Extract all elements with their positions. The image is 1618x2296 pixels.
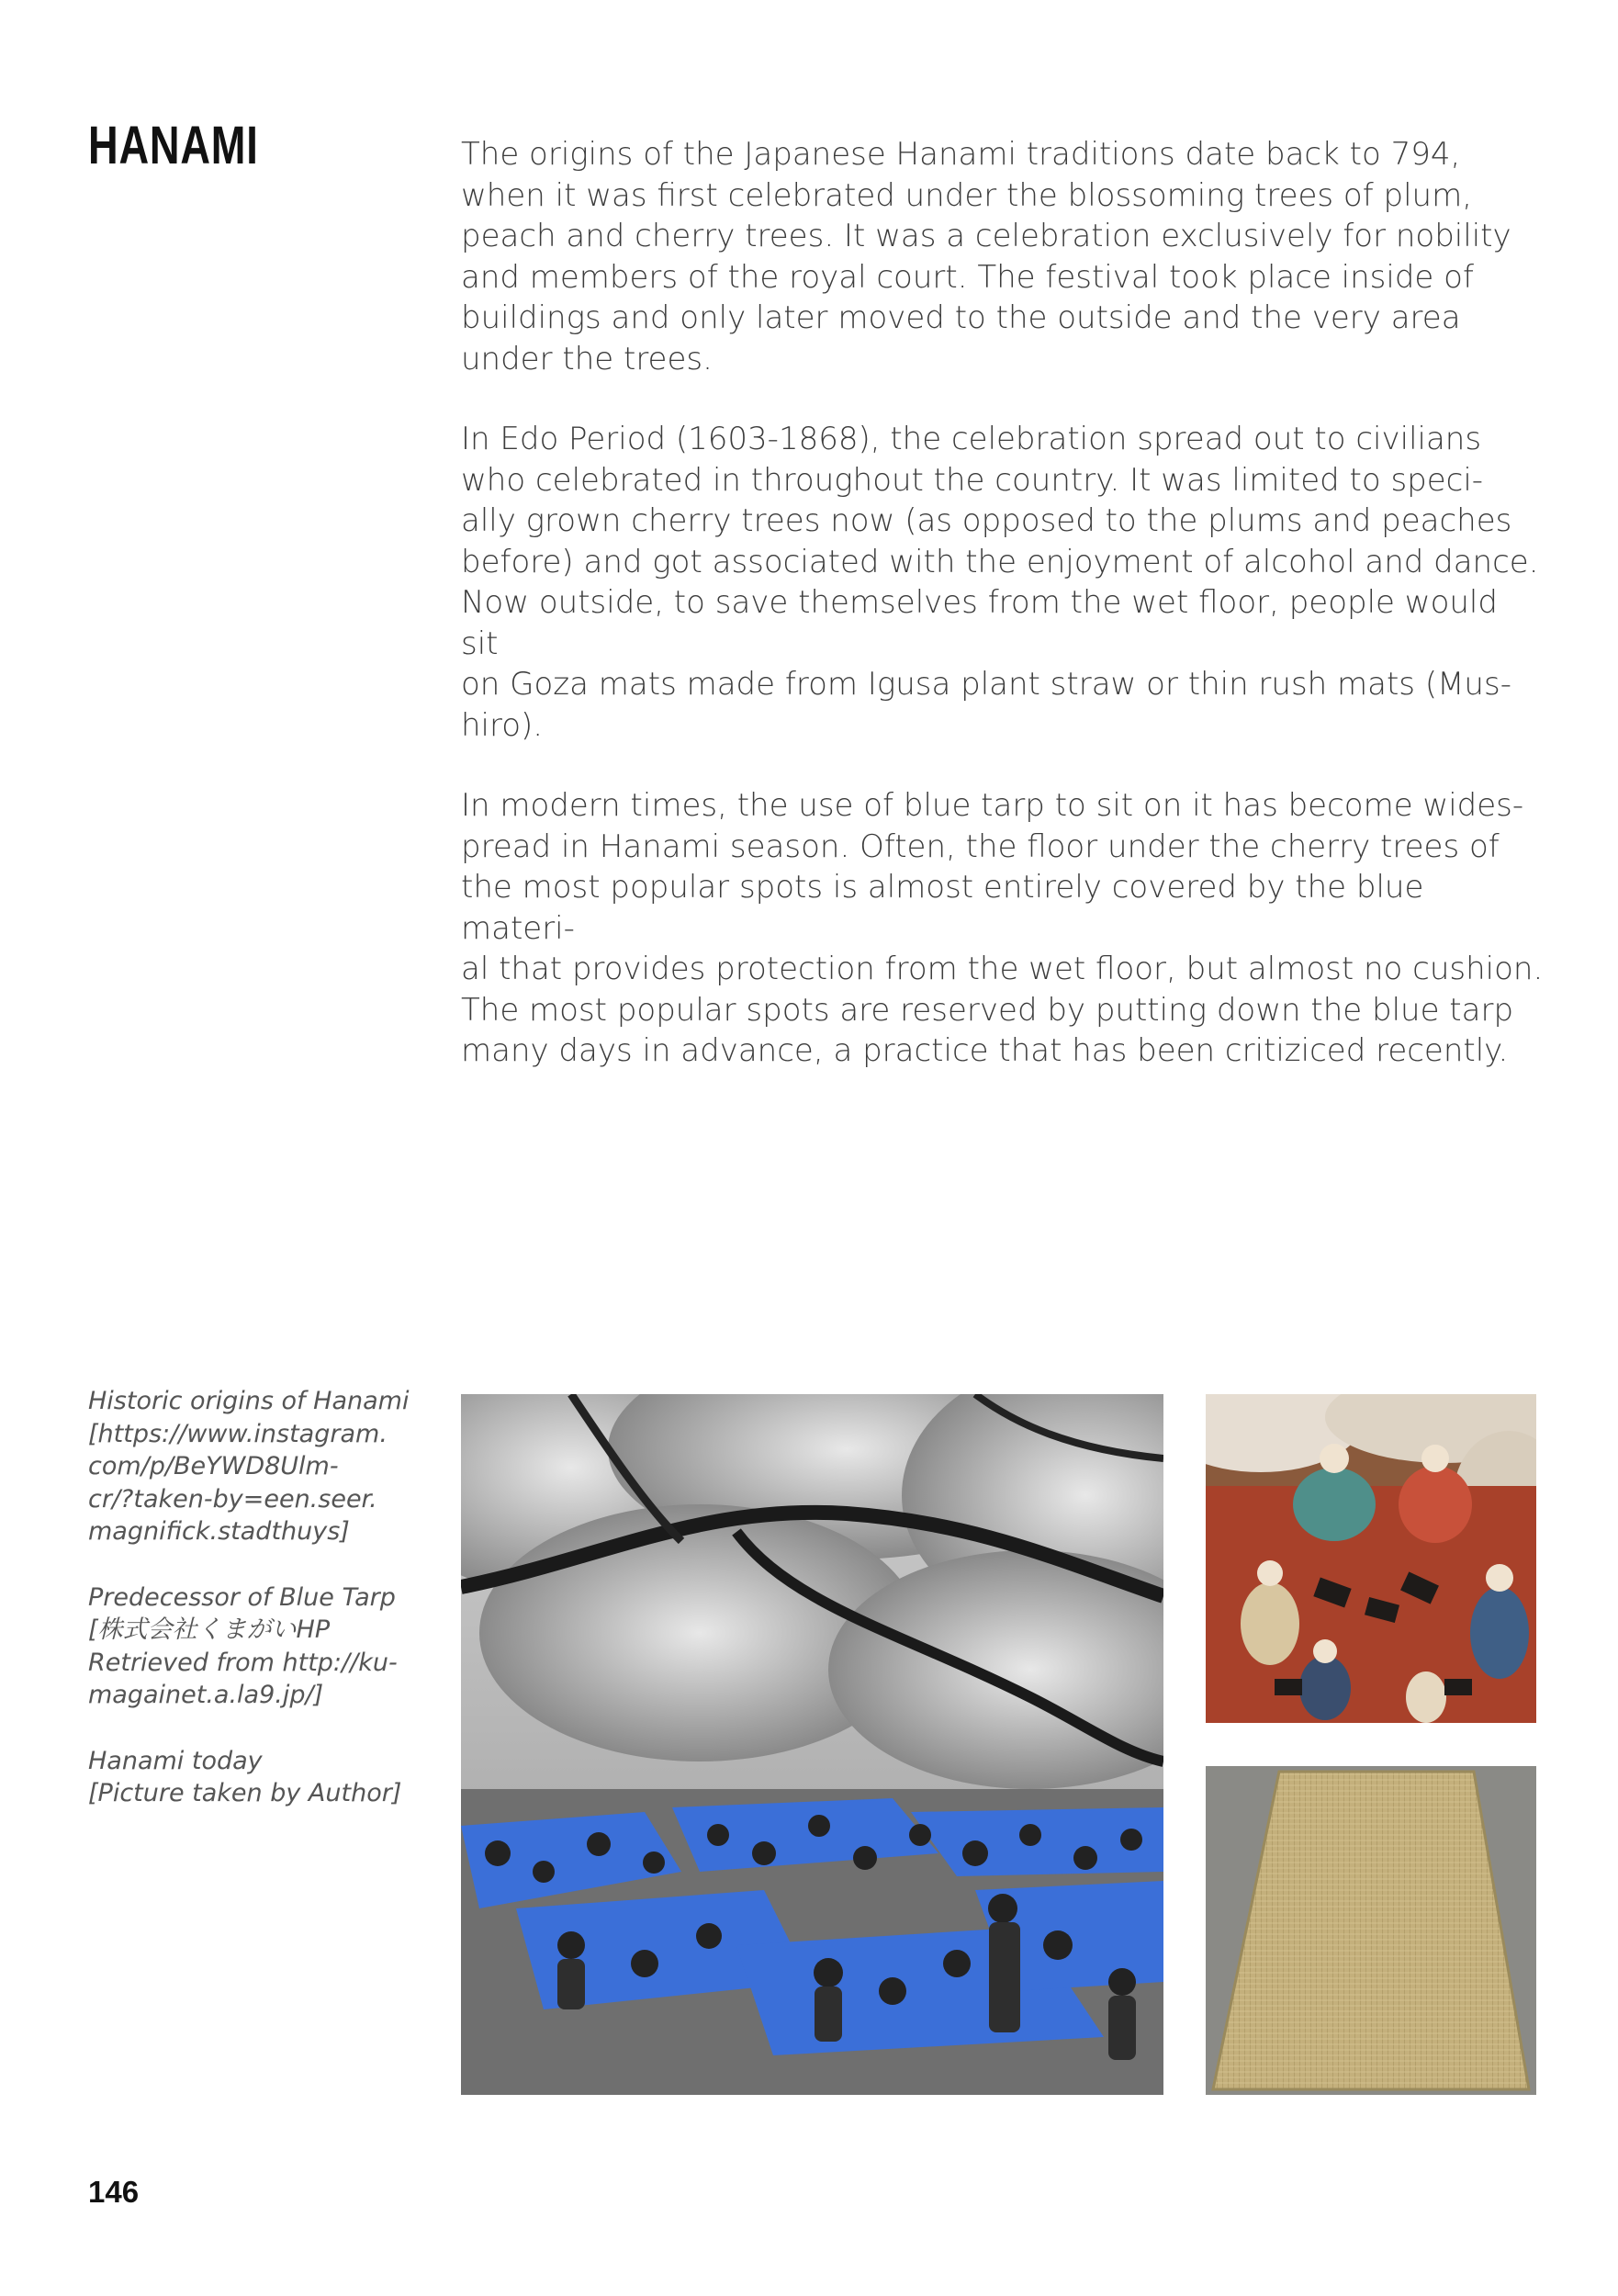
page-title: HANAMI [88, 116, 259, 175]
historic-hanami-painting [1206, 1394, 1536, 1723]
caption-predecessor: Predecessor of Blue Tarp [株式会社くまがいHP Retrieved from http://ku- magainet.a.la9.jp/] [88, 1582, 398, 1709]
paragraph-modern-times: In modern times, the use of blue tarp to sit on it has become wides- pread in Hanami season. Often, the floor under the cherry trees of the most popular spots is almost entirely covered by the blue materi- al that provides protection from the wet floor, but almost no cushion. The most popular spots are reserved by putting down the blue tarp many days in advance, a practice that has been critiziced recently. [461, 787, 1544, 1069]
image-captions [88, 1385, 419, 1843]
paragraph-edo-period: In Edo Period (1603-1868), the celebration spread out to civilians who celebrated in throughout the country. It was limited to speci- ally grown cherry trees now (as opposed to the plums and peaches before) and got associated with the enjoyment of alcohol and dance. Now outside, to save themselves from the wet floor, people would sit on Goza mats made from Igusa plant straw or thin rush mats (Mus- hiro). [461, 421, 1539, 744]
caption-hanami-today: Hanami today [Picture taken by Author] [88, 1746, 402, 1807]
caption-historic-origins: Historic origins of Hanami [https://www.instagram. com/p/BeYWD8Ulm- cr/?taken-by=een.seer. magnifick.stadthuys] [88, 1387, 410, 1546]
body-text [461, 134, 1545, 1111]
hanami-today-photo [461, 1394, 1163, 2095]
paragraph-origins: The origins of the Japanese Hanami traditions date back to 794, when it was first celebrated under the blossoming trees of plum, peach and cherry trees. It was a celebration exclusively for nobility and members of the royal court. The festival took place inside of buildings and only later moved to the outside and the very area under the trees. [461, 136, 1511, 377]
page-number: 146 [88, 2175, 140, 2209]
goza-mat-photo [1206, 1766, 1536, 2095]
